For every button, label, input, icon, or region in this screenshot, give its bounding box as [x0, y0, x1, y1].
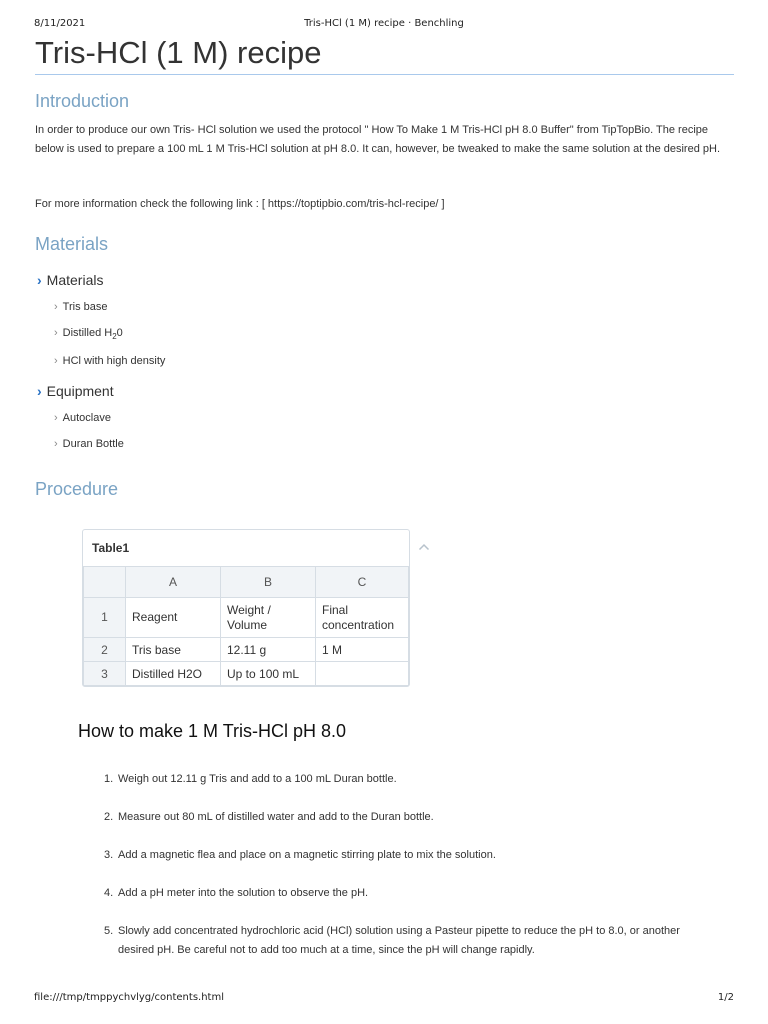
- table-row: [84, 638, 409, 662]
- table-cell[interactable]: Tris base: [126, 638, 221, 662]
- material-item-label: Tris base: [62, 301, 108, 313]
- table-cell[interactable]: Reagent: [126, 598, 221, 638]
- procedure-step: [104, 922, 718, 959]
- table-card: [82, 529, 410, 687]
- print-title: Tris-HCl (1 M) recipe · Benchling: [304, 18, 464, 29]
- material-item-suffix: 0: [116, 327, 123, 339]
- corner-cell: [84, 567, 126, 598]
- chevron-right-icon: ›: [54, 301, 58, 313]
- equipment-item: [54, 438, 124, 450]
- procedure-heading: Procedure: [35, 479, 119, 499]
- procedure-step: [104, 808, 718, 827]
- step-text: Add a magnetic flea and place on a magnetic stirring plate to mix the solution.: [118, 849, 496, 861]
- table-header-row: [84, 567, 409, 598]
- column-header[interactable]: C: [316, 567, 409, 598]
- row-number: 2: [84, 638, 126, 662]
- table-cell[interactable]: Final concentration: [316, 598, 409, 638]
- row-number: 3: [84, 662, 126, 686]
- material-item: [54, 355, 165, 367]
- materials-group[interactable]: [37, 272, 103, 288]
- print-header: [34, 18, 734, 32]
- subscript: 2: [112, 332, 117, 342]
- data-table: [83, 566, 409, 686]
- equipment-item-label: Autoclave: [62, 412, 111, 424]
- chevron-right-icon: ›: [54, 327, 58, 339]
- procedure-steps: [104, 770, 718, 979]
- table-cell[interactable]: 12.11 g: [221, 638, 316, 662]
- table-cell[interactable]: [316, 662, 409, 686]
- more-info-paragraph: For more information check the following link : [ https://toptipbio.com/tris-hcl-recipe/ ]: [35, 198, 445, 210]
- table-title: Table1: [92, 541, 130, 555]
- equipment-group[interactable]: [37, 383, 114, 399]
- step-number: 5.: [104, 925, 114, 937]
- procedure-step: [104, 884, 718, 903]
- row-number: 1: [84, 598, 126, 638]
- table-cell[interactable]: Weight / Volume: [221, 598, 316, 638]
- equipment-item-label: Duran Bottle: [62, 438, 124, 450]
- chevron-right-icon: ›: [54, 412, 58, 424]
- procedure-subheading: How to make 1 M Tris-HCl pH 8.0: [78, 721, 347, 741]
- introduction-heading: Introduction: [35, 91, 130, 111]
- step-number: 3.: [104, 849, 114, 861]
- print-url: file:///tmp/tmppychvlyg/contents.html: [34, 992, 224, 1003]
- table-cell[interactable]: Up to 100 mL: [221, 662, 316, 686]
- print-footer: [34, 992, 734, 1006]
- page-counter: 1/2: [717, 992, 734, 1003]
- column-header[interactable]: A: [126, 567, 221, 598]
- procedure-step: [104, 770, 718, 789]
- material-item: [54, 301, 108, 313]
- introduction-paragraph: In order to produce our own Tris- HCl solution we used the protocol " How To Make 1 M Tris-HCl pH 8.0 Buffer" from TipTopBio. The recipe below is used to prepare a 100 mL 1 M Tris-HCl solution at pH 8.0. It can, however, be tweaked to make the same solution at the desired pH.: [35, 124, 721, 155]
- step-number: 1.: [104, 773, 114, 785]
- step-text: Weigh out 12.11 g Tris and add to a 100 mL Duran bottle.: [118, 773, 397, 785]
- equipment-item: [54, 412, 111, 424]
- print-date: 8/11/2021: [34, 18, 86, 29]
- material-item-label: HCl with high density: [62, 355, 166, 367]
- material-item-label: Distilled H: [62, 327, 113, 339]
- column-header[interactable]: B: [221, 567, 316, 598]
- material-item: [54, 327, 123, 341]
- step-number: 2.: [104, 811, 114, 823]
- table-cell[interactable]: 1 M: [316, 638, 409, 662]
- equipment-group-label: Equipment: [46, 383, 114, 399]
- materials-group-label: Materials: [46, 272, 104, 288]
- chevron-up-icon[interactable]: [418, 541, 430, 553]
- chevron-right-icon: ›: [54, 438, 58, 450]
- page-title: Tris-HCl (1 M) recipe: [35, 34, 734, 75]
- chevron-right-icon: ›: [37, 272, 42, 288]
- step-number: 4.: [104, 887, 114, 899]
- step-text: Add a pH meter into the solution to observe the pH.: [118, 887, 369, 899]
- chevron-right-icon: ›: [54, 355, 58, 367]
- table-row: [84, 598, 409, 638]
- step-text: Measure out 80 mL of distilled water and add to the Duran bottle.: [118, 811, 434, 823]
- materials-heading: Materials: [35, 234, 109, 254]
- procedure-step: [104, 846, 718, 865]
- table-cell[interactable]: Distilled H2O: [126, 662, 221, 686]
- chevron-right-icon: ›: [37, 383, 42, 399]
- step-text: Slowly add concentrated hydrochloric acid (HCl) solution using a Pasteur pipette to reduce the pH to 8.0, or another desired pH. Be careful not to add too much at a time, since the pH will change rapidly.: [118, 925, 680, 956]
- table-row: [84, 662, 409, 686]
